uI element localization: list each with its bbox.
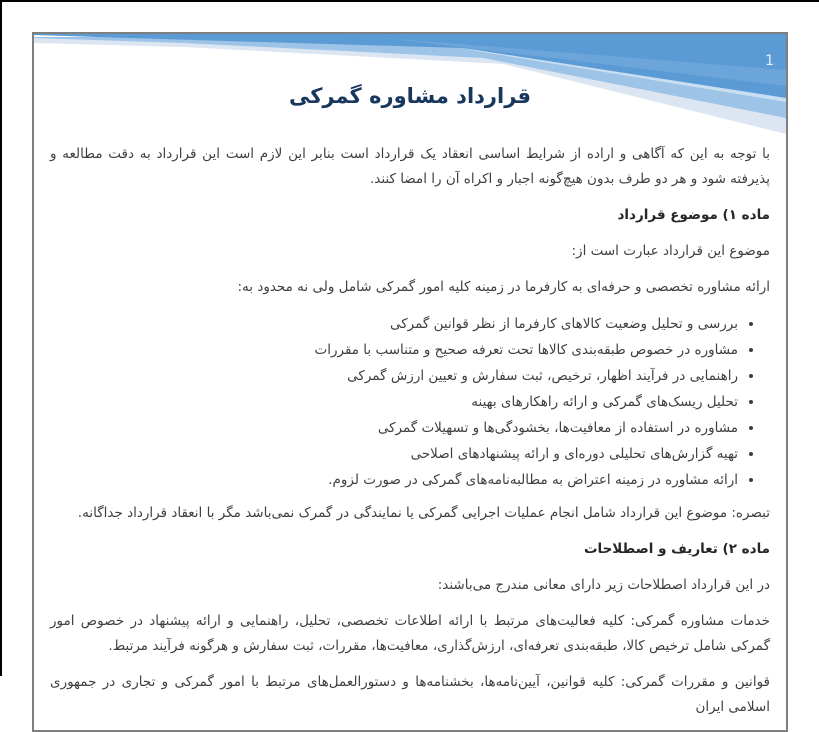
list-item: • مشاوره در خصوص طبقه‌بندی کالاها تحت تعرفه صحیح و متناسب با مقررات bbox=[50, 337, 738, 363]
article1-lead: موضوع این قرارداد عبارت است از: bbox=[571, 243, 770, 259]
definition-regulations: قوانین و مقررات گمرکی: کلیه قوانین، آیین‌نامه‌ها، بخشنامه‌ها و دستورالعمل‌های مرتبط با امور گمرکی و تجاری در جمهوری اسلامی ایران bbox=[50, 674, 770, 715]
list-item: • تهیه گزارش‌های تحلیلی دوره‌ای و ارائه پیشنهادهای اصلاحی bbox=[50, 441, 738, 467]
list-item: • بررسی و تحلیل وضعیت کالاهای کارفرما از نظر قوانین گمرکی bbox=[50, 311, 738, 337]
definition-services: خدمات مشاوره گمرکی: کلیه فعالیت‌های مرتبط با ارائه اطلاعات تخصصی، تحلیل، راهنمایی و ارائه پیشنهاد در خصوص امور گمرکی شامل ترخیص کالا، طبقه‌بندی تعرفه‌ای، ارزش‌گذاری، معافیت‌ها، مقررات، ثبت سفارش و هرگونه فرآیند مرتبط. bbox=[50, 613, 770, 654]
intro-paragraph: با توجه به این که آگاهی و اراده از شرایط اساسی انعقاد یک قرارداد است بنابر این لازم است این قرارداد به دقت مطالعه و پذیرفته شود و هر دو طرف بدون هیچ‌گونه اجبار و اکراه آن را امضا کنند. bbox=[50, 146, 770, 187]
document-title: قرارداد مشاوره گمرکی bbox=[288, 84, 532, 108]
document-body bbox=[34, 139, 786, 720]
list-item: • مشاوره در استفاده از معافیت‌ها، بخشودگی‌ها و تسهیلات گمرکی bbox=[50, 415, 738, 441]
article2-lead: در این قرارداد اصطلاحات زیر دارای معانی مندرج می‌باشند: bbox=[437, 577, 770, 593]
list-item: • تحلیل ریسک‌های گمرکی و ارائه راهکارهای بهینه bbox=[50, 389, 738, 415]
document-page bbox=[32, 32, 788, 732]
page-number: 1 bbox=[765, 53, 774, 69]
header-art bbox=[34, 34, 786, 139]
article1-note: تبصره: موضوع این قرارداد شامل انجام عملیات اجرایی گمرکی یا نمایندگی در گمرک نمی‌باشد مگر با انعقاد قرارداد جداگانه. bbox=[77, 505, 770, 521]
list-item: • راهنمایی در فرآیند اظهار، ترخیص، ثبت سفارش و تعیین ارزش گمرکی bbox=[50, 363, 738, 389]
bullet-list bbox=[50, 311, 770, 493]
article2-heading: ماده ۲) تعاریف و اصطلاحات bbox=[583, 541, 770, 557]
article1-scope-intro: ارائه مشاوره تخصصی و حرفه‌ای به کارفرما در زمینه کلیه امور گمرکی شامل ولی نه محدود به: bbox=[237, 279, 770, 295]
article1-heading: ماده ۱) موضوع قرارداد bbox=[617, 207, 770, 223]
list-item: • ارائه مشاوره در زمینه اعتراض به مطالبه‌نامه‌های گمرکی در صورت لزوم. bbox=[50, 467, 738, 493]
